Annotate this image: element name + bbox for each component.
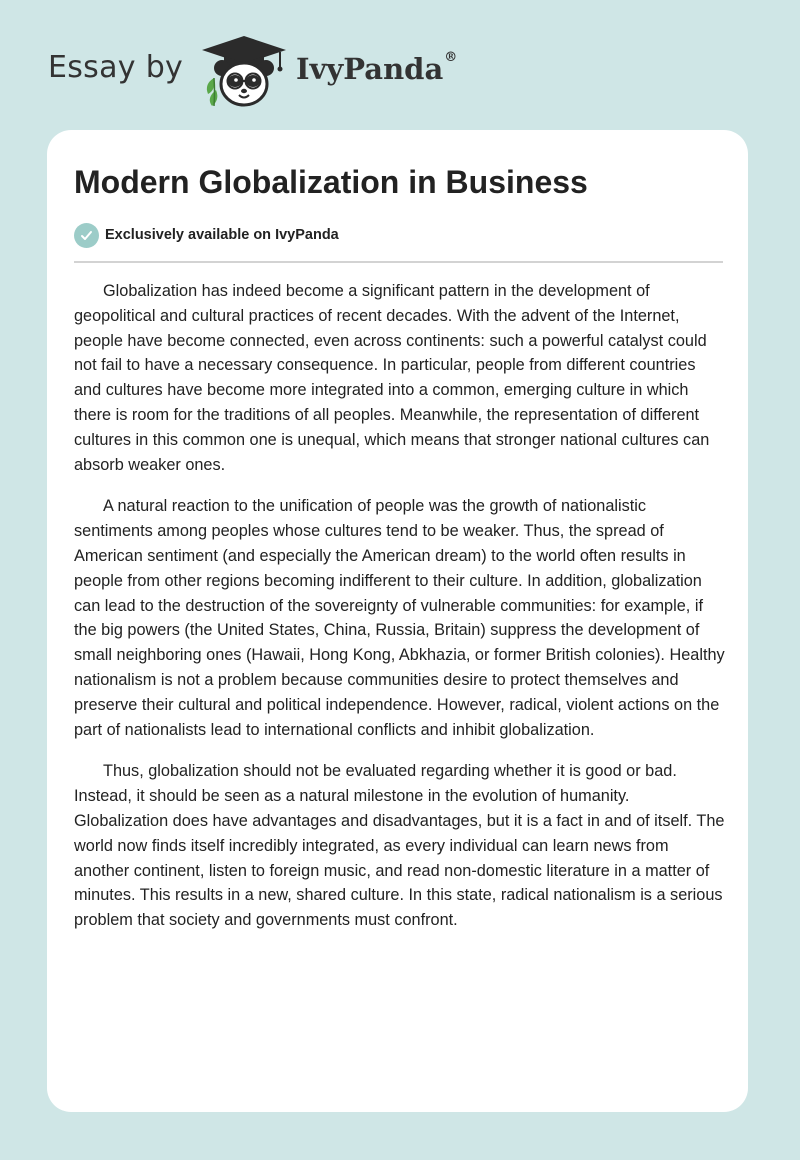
paragraph: A natural reaction to the unification of people was the growth of nationalistic sentiments among peoples whose cultures tend to be weaker. Thus, the spread of American sentiment (and especially the American dream) to the world often results in people from other regions becoming indifferent to their culture. In addition, globalization can lead to the destruction of the sovereignty of vulnerable communities: for example, if the big powers (the United States, China, Russia, Britain) suppress the development of small neighboring ones (Hawaii, Hong Kong, Abkhazia, or former British colonies). Healthy nationalism is not a problem because communities desire to protect themselves and preserve their cultural and political independence. However, radical, violent actions on the part of nationalists lead to international conflicts and inhibit globalization. xyxy=(74,497,725,739)
paragraph: Globalization has indeed become a significant pattern in the development of geopolitical and cultural practices of recent decades. With the advent of the Internet, people have become connected, even across continents: such a powerful catalyst could not fail to have a necessary consequence. In particular, people from different countries and cultures have become more integrated into a common, emerging culture in which there is room for the traditions of all peoples. Meanwhile, the representation of different cultures in this common one is unequal, which means that stronger national cultures can absorb weaker ones. xyxy=(74,282,710,474)
essay-body xyxy=(74,279,726,950)
availability-label: Exclusively available on IvyPanda xyxy=(105,227,339,243)
check-badge xyxy=(74,223,99,248)
checkmark-icon xyxy=(80,229,93,242)
page-title: Modern Globalization in Business xyxy=(74,164,588,200)
availability-badge xyxy=(74,222,339,248)
divider xyxy=(74,261,723,263)
trademark-mark: ® xyxy=(444,50,458,65)
paragraph: Thus, globalization should not be evaluated regarding whether it is good or bad. Instead, it should be seen as a natural milestone in the evolution of humanity. Globalization does have advantages and disadvantages, but it is a fact in and of itself. The world now finds itself incredibly integrated, as every individual can learn news from another continent, listen to foreign music, and read non-domestic literature in a matter of minutes. This results in a new, shared culture. In this state, radical nationalism is a serious problem that society and governments must confront. xyxy=(74,762,725,930)
essay-by-label: Essay by xyxy=(48,50,184,85)
site-header xyxy=(0,0,800,130)
essay-card xyxy=(47,130,748,1112)
panda-graduate-icon[interactable] xyxy=(200,34,288,108)
brand-name[interactable]: IvyPanda® xyxy=(296,50,458,86)
